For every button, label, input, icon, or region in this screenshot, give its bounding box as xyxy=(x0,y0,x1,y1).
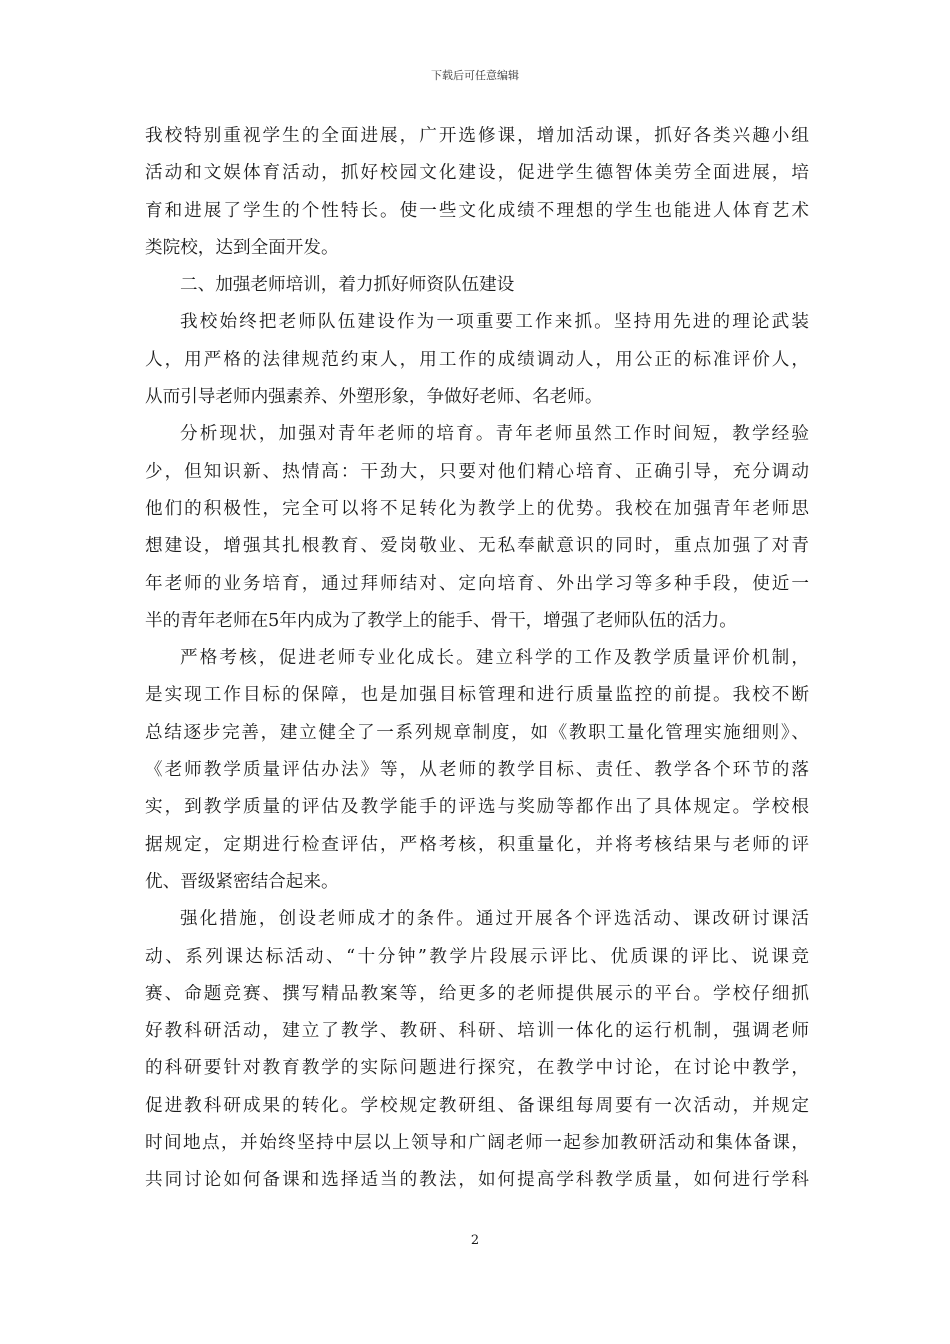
text-line: 活动和文娱体育活动，抓好校园文化建设，促进学生德智体美劳全面进展，培 xyxy=(145,163,809,184)
text-line: 人，用严格的法律规范约束人，用工作的成绩调动人，用公正的标准评价人， xyxy=(145,349,809,370)
text-line: 严格考核，促进老师专业化成长。建立科学的工作及教学质量评价机制， xyxy=(180,648,809,669)
document-body xyxy=(145,118,809,1200)
text-line: 育和进展了学生的个性特长。使一些文化成绩不理想的学生也能进人体育艺术 xyxy=(145,200,809,221)
text-line: 总结逐步完善，建立健全了一系列规章制度，如《教职工量化管理实施细则》、 xyxy=(145,722,809,743)
text-line: 时间地点，并始终坚持中层以上领导和广阔老师一起参加教研活动和集体备课， xyxy=(145,1133,809,1154)
text-line: 赛、命题竞赛、撰写精品教案等，给更多的老师提供展示的平台。学校仔细抓 xyxy=(145,983,809,1004)
text-line: 优、晋级紧密结合起来。 xyxy=(145,871,339,892)
text-line: 类院校，达到全面开发。 xyxy=(145,237,339,258)
text-line: 少，但知识新、热情高：干劲大，只要对他们精心培育、正确引导，充分调动 xyxy=(145,461,809,482)
text-line: 是实现工作目标的保障，也是加强目标管理和进行质量监控的前提。我校不断 xyxy=(145,685,809,706)
text-line: 动、系列课达标活动、“十分钟”教学片段展示评比、优质课的评比、说课竞 xyxy=(145,946,809,967)
text-line: 想建设，增强其扎根教育、爱岗敬业、无私奉献意识的同时，重点加强了对青 xyxy=(145,536,809,557)
page-header: 下载后可任意编辑 xyxy=(431,69,519,82)
text-line: 二、加强老师培训，着力抓好师资队伍建设 xyxy=(180,275,515,296)
text-line: 分析现状，加强对青年老师的培育。青年老师虽然工作时间短，教学经验 xyxy=(180,424,809,445)
text-line: 促进教科研成果的转化。学校规定教研组、备课组每周要有一次活动，并规定 xyxy=(145,1095,809,1116)
text-line: 强化措施，创设老师成才的条件。通过开展各个评选活动、课改研讨课活 xyxy=(180,909,809,930)
text-line: 共同讨论如何备课和选择适当的教法，如何提高学科教学质量，如何进行学科 xyxy=(145,1170,809,1191)
text-line: 的科研要针对教育教学的实际问题进行探究，在教学中讨论，在讨论中教学， xyxy=(145,1058,809,1079)
page-number: 2 xyxy=(470,1233,480,1248)
text-line: 《老师教学质量评估办法》等，从老师的教学目标、责任、教学各个环节的落 xyxy=(145,760,809,781)
text-line: 好教科研活动，建立了教学、教研、科研、培训一体化的运行机制，强调老师 xyxy=(145,1021,809,1042)
text-line: 年老师的业务培育，通过拜师结对、定向培育、外出学习等多种手段，使近一 xyxy=(145,573,809,594)
text-line: 他们的积极性，完全可以将不足转化为教学上的优势。我校在加强青年老师思 xyxy=(145,498,809,519)
text-line: 我校特别重视学生的全面进展，广开选修课，增加活动课，抓好各类兴趣小组 xyxy=(145,126,809,146)
text-line: 我校始终把老师队伍建设作为一项重要工作来抓。坚持用先进的理论武装 xyxy=(180,312,809,333)
text-line: 实，到教学质量的评估及教学能手的评选与奖励等都作出了具体规定。学校根 xyxy=(145,797,809,818)
text-line: 从而引导老师内强素养、外塑形象，争做好老师、名老师。 xyxy=(145,387,603,408)
text-line: 据规定，定期进行检查评估，严格考核，积重量化，并将考核结果与老师的评 xyxy=(145,834,809,855)
text-line: 半的青年老师在5年内成为了教学上的能手、骨干，增强了老师队伍的活力。 xyxy=(145,610,737,631)
